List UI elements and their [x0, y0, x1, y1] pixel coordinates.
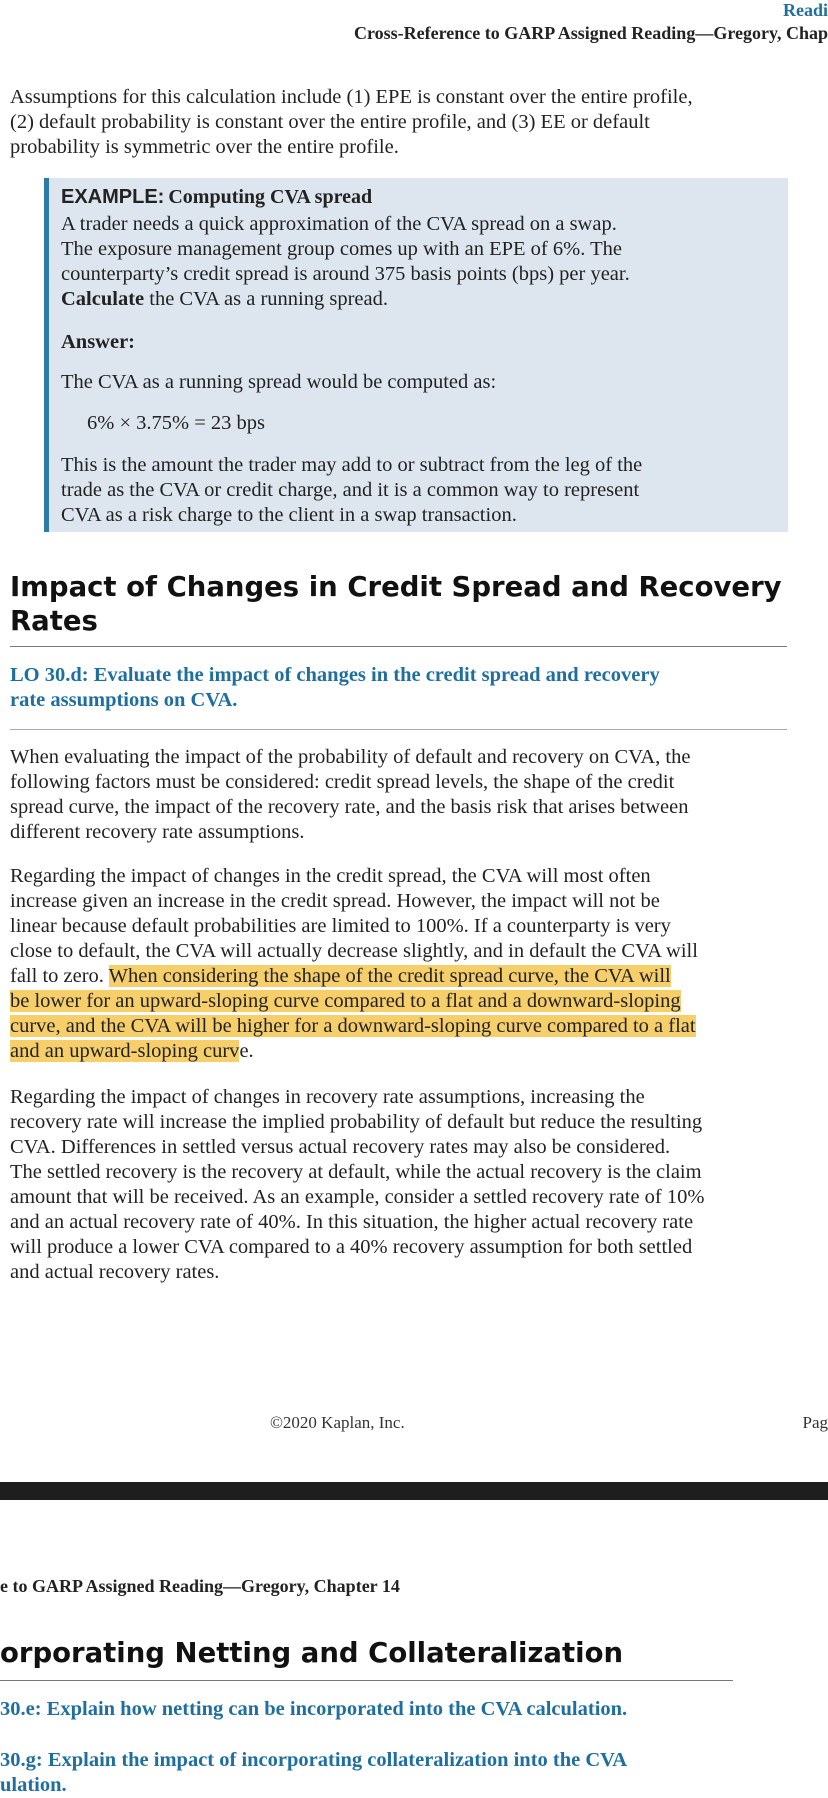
section-heading — [10, 570, 782, 638]
example-question — [61, 212, 630, 312]
example-title — [61, 186, 372, 209]
text-line: When evaluating the impact of the probability of default and recovery on CVA, the — [10, 745, 690, 770]
text-run: fall to zero. — [10, 965, 109, 987]
footer-page-label: Pag — [803, 1413, 828, 1433]
text-line: Regarding the impact of changes in recovery rate assumptions, increasing the — [10, 1085, 704, 1110]
text-line: counterparty’s credit spread is around 375 basis points (bps) per year. — [61, 262, 630, 287]
page2-section-rule — [0, 1680, 733, 1681]
page2-running-header: e to GARP Assigned Reading—Gregory, Chapter 14 — [0, 1576, 400, 1597]
text-line: probability is symmetric over the entire profile. — [10, 135, 693, 160]
answer-formula: 6% × 3.75% = 23 bps — [87, 411, 265, 436]
page2-lo-30e: 30.e: Explain how netting can be incorporated into the CVA calculation. — [0, 1697, 627, 1722]
running-header-reading: Readi — [783, 0, 828, 21]
text-line: CVA as a risk charge to the client in a swap transaction. — [61, 503, 642, 528]
lo-line: rate assumptions on CVA. — [10, 688, 660, 713]
lo-line: 30.g: Explain the impact of incorporating collateralization into the CVA — [0, 1748, 627, 1773]
text-line — [10, 964, 698, 989]
running-header-cross-reference: Cross-Reference to GARP Assigned Reading—Gregory, Chap — [354, 23, 828, 44]
text-line: and an actual recovery rate of 40%. In this situation, the higher actual recovery rate — [10, 1210, 704, 1235]
text-line: spread curve, the impact of the recovery rate, and the basis risk that arises between — [10, 795, 690, 820]
text-line: Regarding the impact of changes in the credit spread, the CVA will most often — [10, 864, 698, 889]
paragraph-credit-spread — [10, 864, 698, 1064]
text-line — [61, 287, 630, 312]
text-line: The exposure management group comes up with an EPE of 6%. The — [61, 237, 630, 262]
footer-copyright: ©2020 Kaplan, Inc. — [270, 1413, 405, 1433]
text-line: and actual recovery rates. — [10, 1260, 704, 1285]
lo-line: LO 30.d: Evaluate the impact of changes in the credit spread and recovery — [10, 663, 660, 688]
text-line: following factors must be considered: credit spread levels, the shape of the credit — [10, 770, 690, 795]
text-line: Assumptions for this calculation include (1) EPE is constant over the entire profile, — [10, 85, 693, 110]
example-title-text: Computing CVA spread — [168, 186, 372, 208]
text-line: CVA. Differences in settled versus actual recovery rates may also be considered. — [10, 1135, 704, 1160]
heading-line: Impact of Changes in Credit Spread and Recovery — [10, 570, 782, 604]
highlighted-text[interactable]: curve, and the CVA will be higher for a downward-sloping curve compared to a flat — [10, 1015, 696, 1037]
text-line: The settled recovery is the recovery at default, while the actual recovery is the claim — [10, 1160, 704, 1185]
answer-label: Answer: — [61, 330, 135, 355]
example-box — [44, 178, 788, 532]
text-line: This is the amount the trader may add to or subtract from the leg of the — [61, 453, 642, 478]
paragraph-factors — [10, 745, 690, 845]
text-line: amount that will be received. As an example, consider a settled recovery rate of 10% — [10, 1185, 704, 1210]
text-line — [10, 1039, 698, 1064]
lo-rule — [10, 729, 787, 730]
text-run: e. — [239, 1040, 253, 1062]
text-line — [10, 1014, 698, 1039]
text-line: will produce a lower CVA compared to a 40% recovery assumption for both settled — [10, 1235, 704, 1260]
example-label: EXAMPLE: — [61, 186, 164, 208]
text-line: trade as the CVA or credit charge, and it is a common way to represent — [61, 478, 642, 503]
answer-intro: The CVA as a running spread would be computed as: — [61, 370, 496, 395]
text-line: increase given an increase in the credit spread. However, the impact will not be — [10, 889, 698, 914]
calculate-bold: Calculate — [61, 288, 144, 310]
text-line: close to default, the CVA will actually decrease slightly, and in default the CVA will — [10, 939, 698, 964]
paragraph-recovery-rate — [10, 1085, 704, 1285]
section-rule — [10, 646, 787, 647]
text-line: (2) default probability is constant over the entire profile, and (3) EE or default — [10, 110, 693, 135]
text-line: recovery rate will increase the implied probability of default but reduce the resulting — [10, 1110, 704, 1135]
answer-explanation — [61, 453, 642, 528]
learning-objective-30d — [10, 663, 660, 713]
heading-line: Rates — [10, 604, 782, 638]
text-line: A trader needs a quick approximation of the CVA spread on a swap. — [61, 212, 630, 237]
page2-lo-30g — [0, 1748, 627, 1798]
highlighted-text[interactable]: be lower for an upward-sloping curve compared to a flat and a downward-sloping — [10, 990, 681, 1012]
intro-paragraph — [10, 85, 693, 160]
text-line: linear because default probabilities are limited to 100%. If a counterparty is very — [10, 914, 698, 939]
page2-section-heading: orporating Netting and Collateralization — [0, 1636, 623, 1670]
highlighted-text[interactable]: and an upward-sloping curv — [10, 1040, 239, 1062]
text-line — [10, 989, 698, 1014]
highlighted-text[interactable]: When considering the shape of the credit spread curve, the CVA will — [109, 965, 671, 987]
page-divider — [0, 1482, 828, 1500]
text-line: different recovery rate assumptions. — [10, 820, 690, 845]
lo-line: ulation. — [0, 1773, 627, 1798]
calculate-rest: the CVA as a running spread. — [144, 288, 388, 310]
